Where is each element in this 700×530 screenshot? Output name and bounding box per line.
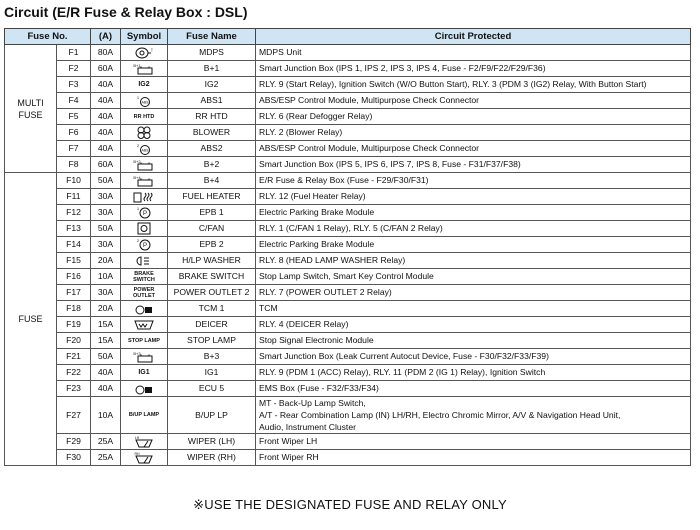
table-row (5, 349, 691, 365)
fuse-no-cell: F13 (57, 221, 91, 237)
table-row (5, 381, 691, 397)
fuse-no-cell: F4 (57, 93, 91, 109)
amp-cell: 40A (91, 381, 121, 397)
fuse-no-cell: F6 (57, 125, 91, 141)
wiper-icon (124, 452, 164, 464)
table-row (5, 365, 691, 381)
circuit-cell: RLY. 8 (HEAD LAMP WASHER Relay) (256, 253, 691, 269)
table-row (5, 141, 691, 157)
fuse-no-cell: F18 (57, 301, 91, 317)
amp-cell: 10A (91, 397, 121, 434)
circuit-cell: RLY. 9 (PDM 1 (ACC) Relay), RLY. 11 (PDM 2 (IG 1) Relay), Ignition Switch (256, 365, 691, 381)
circuit-cell: ABS/ESP Control Module, Multipurpose Check Connector (256, 141, 691, 157)
amp-cell: 20A (91, 301, 121, 317)
fuse-name-cell: ABS2 (168, 141, 256, 157)
fuse-no-cell: F1 (57, 45, 91, 61)
fuse-no-cell: F20 (57, 333, 91, 349)
mdps-icon (124, 47, 164, 59)
svg-text:B+1: B+1 (133, 62, 141, 68)
amp-cell: 40A (91, 77, 121, 93)
symbol-cell (121, 253, 168, 269)
amp-cell: 25A (91, 434, 121, 450)
table-row (5, 157, 691, 173)
symbol-cell (121, 301, 168, 317)
symbol-text: IG1 (138, 368, 150, 376)
fuse-name-cell: B+4 (168, 173, 256, 189)
symbol-cell (121, 205, 168, 221)
amp-cell: 40A (91, 93, 121, 109)
symbol-cell (121, 381, 168, 397)
table-row (5, 189, 691, 205)
symbol-cell (121, 77, 168, 93)
svg-text:!: ! (151, 47, 153, 54)
battery-icon (124, 175, 164, 187)
fuse-name-cell: B+3 (168, 349, 256, 365)
fuse-no-cell: F2 (57, 61, 91, 77)
fuse-no-cell: F3 (57, 77, 91, 93)
epb-icon (124, 238, 164, 251)
fuse-no-cell: F19 (57, 317, 91, 333)
table-row (5, 317, 691, 333)
symbol-cell (121, 109, 168, 125)
table-row (5, 125, 691, 141)
symbol-cell (121, 221, 168, 237)
table-row (5, 109, 691, 125)
table-row (5, 397, 691, 434)
table-row (5, 61, 691, 77)
amp-cell: 80A (91, 45, 121, 61)
circuit-cell: TCM (256, 301, 691, 317)
fuse-name-cell: C/FAN (168, 221, 256, 237)
footer-note: ※USE THE DESIGNATED FUSE AND RELAY ONLY (193, 497, 507, 512)
svg-text:1: 1 (136, 94, 140, 100)
table-row (5, 221, 691, 237)
table-header-row (5, 29, 691, 45)
table-row (5, 333, 691, 349)
washer-icon (124, 255, 164, 267)
symbol-cell (121, 397, 168, 434)
amp-cell: 50A (91, 349, 121, 365)
fuse-name-cell: IG1 (168, 365, 256, 381)
fuse-no-cell: F21 (57, 349, 91, 365)
fuse-name-cell: POWER OUTLET 2 (168, 285, 256, 301)
amp-cell: 30A (91, 205, 121, 221)
amp-cell: 60A (91, 61, 121, 77)
fuse-no-cell: F14 (57, 237, 91, 253)
circuit-cell: Electric Parking Brake Module (256, 205, 691, 221)
fuse-name-cell: H/LP WASHER (168, 253, 256, 269)
amp-cell: 30A (91, 189, 121, 205)
amp-cell: 50A (91, 173, 121, 189)
fuse-name-cell: RR HTD (168, 109, 256, 125)
circuit-cell: Smart Junction Box (Leak Current Autocut Device, Fuse - F30/F32/F33/F39) (256, 349, 691, 365)
fuse-no-cell: F29 (57, 434, 91, 450)
amp-cell: 25A (91, 450, 121, 466)
fuse-no-cell: F17 (57, 285, 91, 301)
table-row (5, 45, 691, 61)
wiper-icon (124, 436, 164, 448)
circuit-cell: Smart Junction Box (IPS 1, IPS 2, IPS 3, IPS 4, Fuse - F2/F9/F22/F29/F36) (256, 61, 691, 77)
fuse-no-cell: F22 (57, 365, 91, 381)
fuse-no-cell: F7 (57, 141, 91, 157)
tcm-icon (124, 303, 164, 315)
header-amp: (A) (91, 29, 121, 45)
circuit-cell: RLY. 2 (Blower Relay) (256, 125, 691, 141)
amp-cell: 40A (91, 125, 121, 141)
group-multi-fuse: MULTI FUSE (5, 45, 57, 173)
symbol-cell (121, 125, 168, 141)
svg-text:1: 1 (136, 206, 140, 211)
symbol-cell (121, 317, 168, 333)
circuit-cell: RLY. 12 (Fuel Heater Relay) (256, 189, 691, 205)
amp-cell: 20A (91, 253, 121, 269)
deicer-icon (124, 319, 164, 331)
table-row (5, 285, 691, 301)
svg-text:LH: LH (134, 435, 140, 440)
circuit-cell: Stop Signal Electronic Module (256, 333, 691, 349)
fuse-no-cell: F27 (57, 397, 91, 434)
symbol-cell (121, 173, 168, 189)
fuse-no-cell: F8 (57, 157, 91, 173)
fuse-name-cell: DEICER (168, 317, 256, 333)
circuit-cell: Stop Lamp Switch, Smart Key Control Module (256, 269, 691, 285)
circuit-cell: Electric Parking Brake Module (256, 237, 691, 253)
epb-icon (124, 206, 164, 219)
amp-cell: 40A (91, 141, 121, 157)
circuit-cell: RLY. 7 (POWER OUTLET 2 Relay) (256, 285, 691, 301)
symbol-text: IG2 (138, 80, 150, 88)
amp-cell: 30A (91, 285, 121, 301)
symbol-cell (121, 333, 168, 349)
fuse-no-cell: F12 (57, 205, 91, 221)
symbol-text: POWER OUTLET (133, 286, 155, 299)
fuse-table (4, 28, 691, 466)
amp-cell: 30A (91, 237, 121, 253)
fuse-name-cell: B+2 (168, 157, 256, 173)
svg-text:2: 2 (136, 238, 140, 243)
group-fuse: FUSE (5, 173, 57, 466)
fuse-name-cell: B+1 (168, 61, 256, 77)
circuit-cell: EMS Box (Fuse - F32/F33/F34) (256, 381, 691, 397)
fuse-no-cell: F5 (57, 109, 91, 125)
header-fuse-name: Fuse Name (168, 29, 256, 45)
blower-icon (124, 126, 164, 139)
symbol-text: STOP LAMP (128, 337, 160, 344)
amp-cell: 40A (91, 109, 121, 125)
table-row (5, 253, 691, 269)
symbol-text: BRAKE SWITCH (133, 270, 155, 283)
fuse-name-cell: STOP LAMP (168, 333, 256, 349)
symbol-cell (121, 157, 168, 173)
battery-icon (124, 159, 164, 171)
symbol-cell (121, 365, 168, 381)
circuit-cell: MDPS Unit (256, 45, 691, 61)
circuit-cell: RLY. 1 (C/FAN 1 Relay), RLY. 5 (C/FAN 2 Relay) (256, 221, 691, 237)
svg-text:P: P (142, 243, 148, 249)
fuse-name-cell: WIPER (LH) (168, 434, 256, 450)
battery-icon (124, 63, 164, 75)
amp-cell: 60A (91, 157, 121, 173)
abs-icon (124, 95, 164, 107)
symbol-text: RR HTD (133, 113, 155, 120)
symbol-cell (121, 450, 168, 466)
table-row (5, 301, 691, 317)
header-circuit: Circuit Protected (256, 29, 691, 45)
header-symbol: Symbol (121, 29, 168, 45)
fuse-name-cell: FUEL HEATER (168, 189, 256, 205)
fuse-name-cell: BLOWER (168, 125, 256, 141)
fuse-name-cell: BRAKE SWITCH (168, 269, 256, 285)
fuse-name-cell: TCM 1 (168, 301, 256, 317)
fuse-no-cell: F10 (57, 173, 91, 189)
abs-icon (124, 143, 164, 155)
symbol-cell (121, 93, 168, 109)
symbol-cell (121, 141, 168, 157)
svg-text:B+3: B+3 (133, 350, 141, 356)
circuit-cell: Front Wiper RH (256, 450, 691, 466)
fuse-name-cell: IG2 (168, 77, 256, 93)
circuit-cell: RLY. 9 (Start Relay), Ignition Switch (W/O Button Start), RLY. 3 (PDM 3 (IG2) Relay, With Button Start) (256, 77, 691, 93)
table-row (5, 93, 691, 109)
fuse-no-cell: F23 (57, 381, 91, 397)
amp-cell: 15A (91, 317, 121, 333)
fuse-name-cell: MDPS (168, 45, 256, 61)
fuse-name-cell: ECU 5 (168, 381, 256, 397)
table-row (5, 450, 691, 466)
table-row (5, 77, 691, 93)
fuse-name-cell: ABS1 (168, 93, 256, 109)
amp-cell: 15A (91, 333, 121, 349)
fuse-name-cell: WIPER (RH) (168, 450, 256, 466)
symbol-cell (121, 349, 168, 365)
symbol-cell (121, 189, 168, 205)
symbol-cell (121, 237, 168, 253)
table-row (5, 237, 691, 253)
circuit-cell: RLY. 4 (DEICER Relay) (256, 317, 691, 333)
svg-text:P: P (142, 211, 148, 217)
table-row (5, 205, 691, 221)
fuse-name-cell: EPB 2 (168, 237, 256, 253)
circuit-cell: ABS/ESP Control Module, Multipurpose Check Connector (256, 93, 691, 109)
amp-cell: 50A (91, 221, 121, 237)
table-row (5, 173, 691, 189)
circuit-cell: Smart Junction Box (IPS 5, IPS 6, IPS 7, IPS 8, Fuse - F31/F37/F38) (256, 157, 691, 173)
fuse-name-cell: EPB 1 (168, 205, 256, 221)
symbol-cell (121, 61, 168, 77)
svg-text:B+2: B+2 (133, 158, 141, 164)
circuit-cell: Front Wiper LH (256, 434, 691, 450)
header-fuse-no: Fuse No. (5, 29, 91, 45)
symbol-text: B/UP LAMP (128, 412, 160, 418)
symbol-cell (121, 434, 168, 450)
symbol-cell (121, 269, 168, 285)
battery-icon (124, 351, 164, 363)
amp-cell: 40A (91, 365, 121, 381)
fuel-heater-icon (124, 191, 164, 203)
amp-cell: 10A (91, 269, 121, 285)
circuit-cell: RLY. 6 (Rear Defogger Relay) (256, 109, 691, 125)
symbol-cell (121, 45, 168, 61)
table-row (5, 434, 691, 450)
fuse-no-cell: F16 (57, 269, 91, 285)
svg-text:B+4: B+4 (133, 174, 141, 180)
svg-text:RH: RH (134, 451, 140, 456)
fuse-name-cell: B/UP LP (168, 397, 256, 434)
svg-text:ABS: ABS (141, 148, 149, 152)
fan-icon (124, 222, 164, 235)
fuse-no-cell: F15 (57, 253, 91, 269)
fuse-no-cell: F11 (57, 189, 91, 205)
circuit-cell: MT - Back-Up Lamp Switch, A/T - Rear Combination Lamp (IN) LH/RH, Electro Chromic Mirror, A/V & Navigation Head Unit, Audio, Instrument Cluster (256, 397, 691, 434)
page-title: Circuit (E/R Fuse & Relay Box : DSL) (4, 4, 248, 20)
svg-text:ABS: ABS (141, 100, 149, 104)
circuit-cell: E/R Fuse & Relay Box (Fuse - F29/F30/F31) (256, 173, 691, 189)
tcm-icon (124, 383, 164, 395)
table-row (5, 269, 691, 285)
symbol-cell (121, 285, 168, 301)
fuse-no-cell: F30 (57, 450, 91, 466)
svg-text:2: 2 (136, 142, 140, 148)
